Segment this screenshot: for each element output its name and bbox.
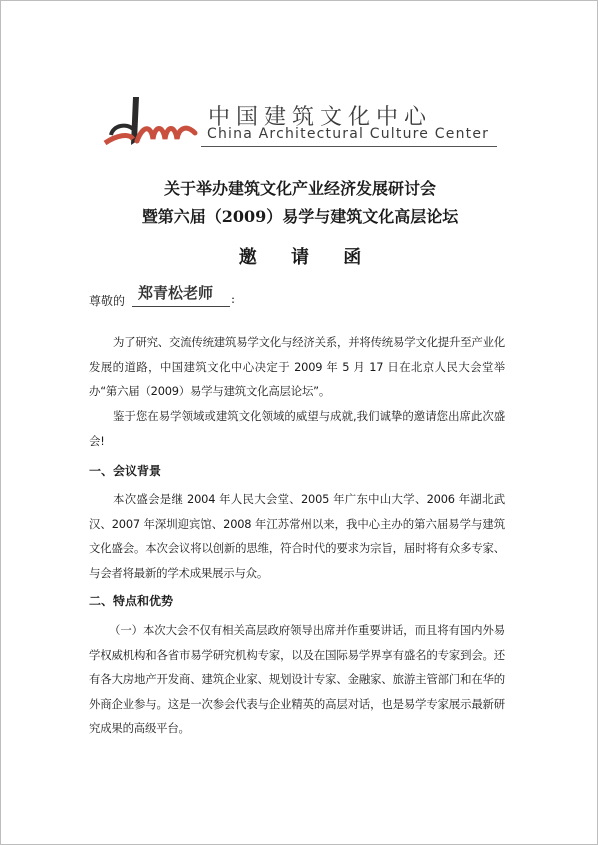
salutation-prefix: 尊敬的 <box>89 294 126 308</box>
intro-paragraph-2: 鉴于您在易学领域或建筑文化领域的威望与成就,我们诚挚的邀请您出席此次盛会! <box>89 409 505 448</box>
calligraphy-logo-icon <box>103 95 201 155</box>
intro-paragraph-1: 为了研究、交流传统建筑易学文化与经济关系，并将传统易学文化提升至产业化发展的道路，中国建筑文化中心决定于 2009 年 5 月 17 日在北京人民大会堂举办“第六届（2009）易学与建筑文化高层论坛”。 <box>89 335 505 398</box>
section-text-features: （一）本次大会不仅有相关高层政府领导出席并作重要讲话，而且将有国内外易学权威机构和各省市易学研究机构专家，以及在国际易学界享有盛名的专家到会。还有各大房地产开发商、建筑企业家、规划设计专家、金融家、旅游主管部门和在华的外商企业参与。这是一次参会代表与企业精英的高层对话，也是易学专家展示最新研究成果的高级平台。 <box>89 623 505 735</box>
section-heading-background: 一、会议背景 <box>89 464 162 478</box>
title-line-1: 关于举办建筑文化产业经济发展研讨会 <box>163 179 436 198</box>
org-name-cn: 中国建筑文化中心 <box>208 105 433 130</box>
header-divider <box>201 146 497 147</box>
salutation-suffix: : <box>231 292 236 306</box>
recipient-name: 郑青松老师 <box>132 282 230 307</box>
section-text-background: 本次盛会是继 2004 年人民大会堂、2005 年广东中山大学、2006 年湖北武汉、2007 年深圳迎宾馆、2008 年江苏常州以来，我中心主办的第六届易学与建筑文化盛会。本次会议将以创新的思维，符合时代的要求为宗旨，届时将有众多专家、与会者将最新的学术成果展示与众。 <box>89 492 505 580</box>
org-name-en: China Architectural Culture Center <box>207 126 490 142</box>
invitation-title: 邀 请 函 <box>238 247 376 268</box>
title-line-2: 暨第六届（2009）易学与建筑文化高层论坛 <box>141 207 459 226</box>
section-heading-features: 二、特点和优势 <box>89 594 174 608</box>
